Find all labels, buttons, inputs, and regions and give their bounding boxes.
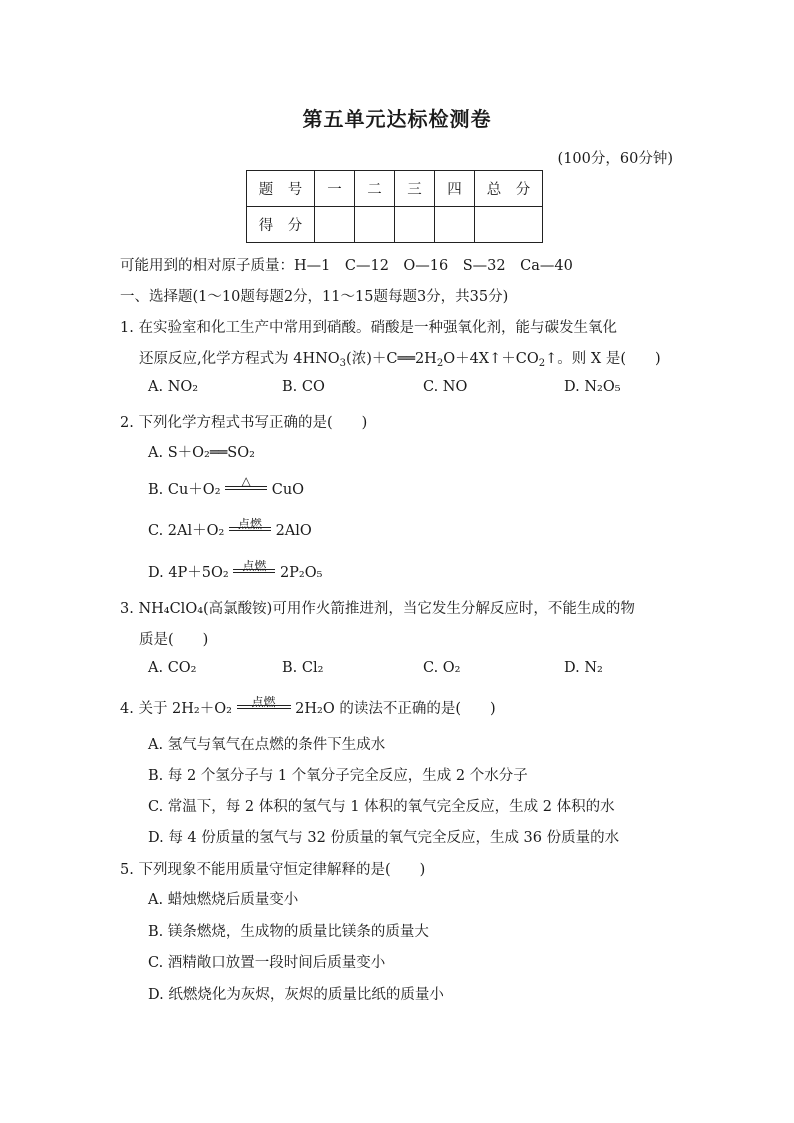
q4-option-c[interactable]: C. 常温下，每 2 体积的氢气与 1 体积的氧气完全反应，生成 2 体积的水 [148,799,615,815]
q1-stem-line2: 还原反应,化学方程式为 $4HNO_3$(浓)$+C══2H_2O+4X↑+CO_2↑$。则 X 是( ) [139,351,661,369]
q2-option-c-arrow [229,517,271,535]
q1-stem-part-e: ↑。则 X 是( ) [545,351,661,367]
ignite-condition: 点燃 [251,695,276,709]
q2-option-d[interactable] [148,561,322,582]
q5-option-c[interactable]: C. 酒精敞口放置一段时间后质量变小 [148,955,386,971]
score-table-header-row [247,171,543,207]
q3-option-a[interactable]: A. CO₂ [148,660,197,676]
q3-stem-line2: 质是( ) [139,632,209,648]
q3-option-b[interactable]: B. Cl₂ [282,660,324,676]
atomic-masses: 可能用到的相对原子质量：H—1 C—12 O—16 S—32 Ca—40 [120,258,573,274]
q1-stem-part-a: 还原反应,化学方程式为 4HNO [139,351,340,367]
q3-option-c[interactable]: C. O₂ [423,660,461,676]
score-cell-3: 三 [395,171,435,207]
score-input-3[interactable] [395,207,435,243]
score-table [246,170,543,243]
time-note: (100分，60分钟) [557,151,673,167]
q4-stem [120,697,496,718]
q4-option-b[interactable]: B. 每 2 个氢分子与 1 个氧分子完全反应，生成 2 个水分子 [148,768,528,784]
q1-stem-part-d: O＋4X↑＋CO [443,351,539,367]
q4-arrow [237,695,291,713]
score-cell-2: 二 [355,171,395,207]
score-cell-1: 一 [315,171,355,207]
q2-option-d-right: 2P₂O₅ [279,565,323,581]
page-title: 第五单元达标检测卷 [302,107,492,131]
score-cell-4: 四 [435,171,475,207]
q4-option-a[interactable]: A. 氢气与氧气在点燃的条件下生成水 [148,737,386,753]
q1-option-c[interactable]: C. NO [423,379,468,395]
score-cell-label: 题 号 [247,171,315,207]
q3-stem-line1: 3. NH₄ClO₄(高氯酸铵)可用作火箭推进剂，当它发生分解反应时，不能生成的物 [120,601,635,617]
q2-option-c-right: 2AlO [275,523,312,539]
q4-stem-left: 4. 关于 2H₂＋O₂ [120,701,232,717]
score-input-1[interactable] [315,207,355,243]
score-cell-total: 总 分 [475,171,543,207]
q2-option-b-right: CuO [271,482,305,498]
score-row-label: 得 分 [247,207,315,243]
q1-stem-part-c: 2H [414,351,437,367]
q5-option-a[interactable]: A. 蜡烛燃烧后质量变小 [148,892,299,908]
q2-option-b-left: B. Cu＋O₂ [148,482,221,498]
q2-option-c-left: C. 2Al＋O₂ [148,523,225,539]
q2-option-d-arrow [233,559,275,577]
q2-option-d-left: D. 4P＋5O₂ [148,565,229,581]
q5-option-d[interactable]: D. 纸燃烧化为灰烬，灰烬的质量比纸的质量小 [148,987,444,1003]
q1-option-b[interactable]: B. CO [282,379,325,395]
q1-option-a[interactable]: A. NO₂ [148,379,199,395]
ignite-condition: 点燃 [242,559,267,573]
score-input-total[interactable] [475,207,543,243]
q4-option-d[interactable]: D. 每 4 份质量的氢气与 32 份质量的氧气完全反应，生成 36 份质量的水 [148,830,620,846]
section1-heading: 一、选择题(1～10题每题2分，11～15题每题3分，共35分) [120,289,509,305]
q4-stem-right: 2H₂O 的读法不正确的是( ) [295,701,496,717]
q2-option-c[interactable] [148,519,312,540]
q1-option-d[interactable]: D. N₂O₅ [564,379,621,395]
q2-option-b[interactable] [148,474,305,499]
q1-stem-part-b: (浓)＋C [346,351,398,367]
q2-option-a[interactable]: A. S＋O₂══SO₂ [148,445,255,461]
q5-stem: 5. 下列现象不能用质量守恒定律解释的是( ) [120,862,426,878]
q3-option-d[interactable]: D. N₂ [564,660,603,676]
q2-stem: 2. 下列化学方程式书写正确的是( ) [120,415,368,431]
ignite-condition: 点燃 [237,517,262,531]
q5-option-b[interactable]: B. 镁条燃烧，生成物的质量比镁条的质量大 [148,924,429,940]
score-input-2[interactable] [355,207,395,243]
score-table-score-row [247,207,543,243]
q1-stem-line1: 1. 在实验室和化工生产中常用到硝酸。硝酸是一种强氧化剂，能与碳发生氧化 [120,320,617,336]
heat-symbol: △ [241,474,251,488]
q2-option-b-arrow [225,474,267,494]
score-input-4[interactable] [435,207,475,243]
